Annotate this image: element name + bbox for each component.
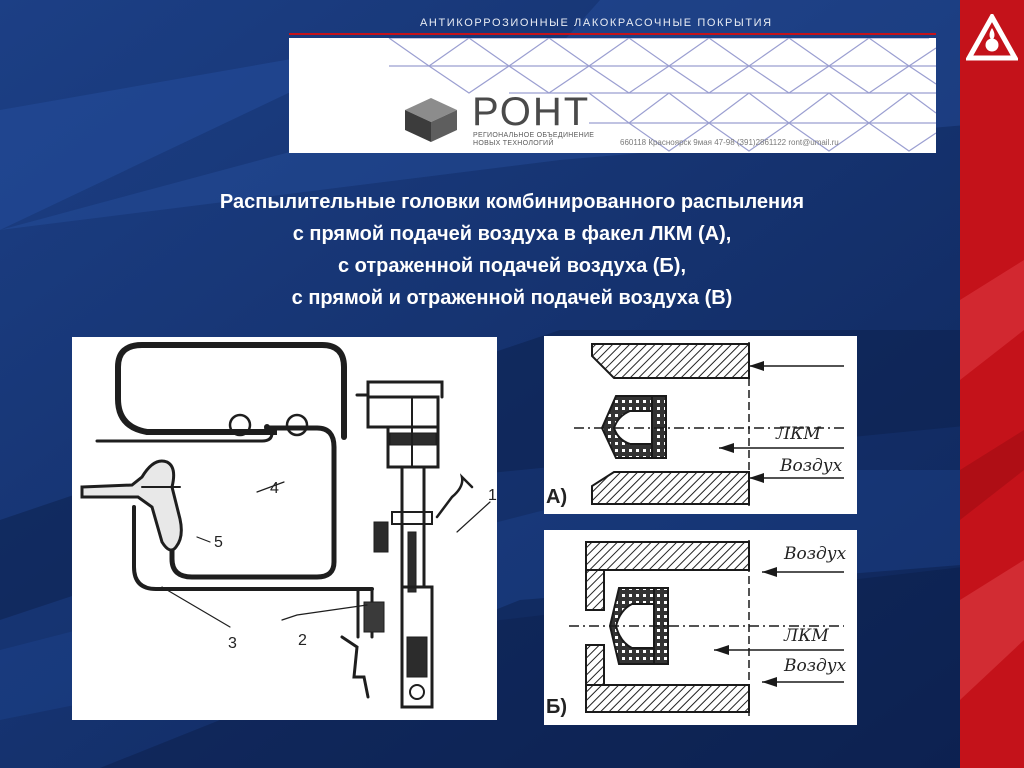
spray-unit-scheme xyxy=(72,337,497,720)
figure-a-letter: А) xyxy=(546,486,568,508)
scheme-label-2: 2 xyxy=(298,632,307,649)
banner-divider xyxy=(289,33,936,35)
title-line-4: с прямой и отраженной подачей воздуха (В) xyxy=(291,287,733,309)
figure-b-letter: Б) xyxy=(546,696,568,718)
company-banner xyxy=(289,38,936,153)
figure-a-direct-air xyxy=(544,336,857,514)
scheme-label-3: 3 xyxy=(228,635,237,652)
triangle-drop-logo-icon xyxy=(966,14,1018,67)
figure-b-air-top-label: Воздух xyxy=(784,544,847,564)
figure-b-reflected-air xyxy=(544,530,857,725)
scheme-label-5: 5 xyxy=(214,534,223,551)
figure-a-lkm-label: ЛКМ xyxy=(776,424,821,444)
banner-lattice xyxy=(289,38,936,153)
figure-b-air-bottom-label: Воздух xyxy=(784,656,847,676)
title-line-3: с отраженной подачей воздуха (Б), xyxy=(337,255,687,277)
header-caption: АНТИКОРРОЗИОННЫЕ ЛАКОКРАСОЧНЫЕ ПОКРЫТИЯ xyxy=(420,17,773,29)
scheme-label-4: 4 xyxy=(270,480,279,497)
figure-a-air-label: Воздух xyxy=(780,456,843,476)
title-line-1: Распылительные головки комбинированного распыления xyxy=(219,191,805,213)
slide-title xyxy=(100,186,924,314)
scheme-drawing xyxy=(72,337,497,720)
brand-tagline-1: РЕГИОНАЛЬНОЕ ОБЪЕДИНЕНИЕ xyxy=(473,132,595,139)
brand-name: РОНТ xyxy=(472,90,591,134)
scheme-label-1: 1 xyxy=(488,487,497,504)
figure-b-lkm-label: ЛКМ xyxy=(784,626,829,646)
red-side-strip xyxy=(960,0,1024,768)
brand-tagline-2: НОВЫХ ТЕХНОЛОГИЙ xyxy=(473,140,554,147)
company-address: 660118 Красноярск 9мая 47-98 (391)2861122 ront@umail.ru xyxy=(620,138,839,147)
title-line-2: с прямой подачей воздуха в факел ЛКМ (А), xyxy=(292,223,732,245)
cube-logo-icon xyxy=(403,96,459,144)
